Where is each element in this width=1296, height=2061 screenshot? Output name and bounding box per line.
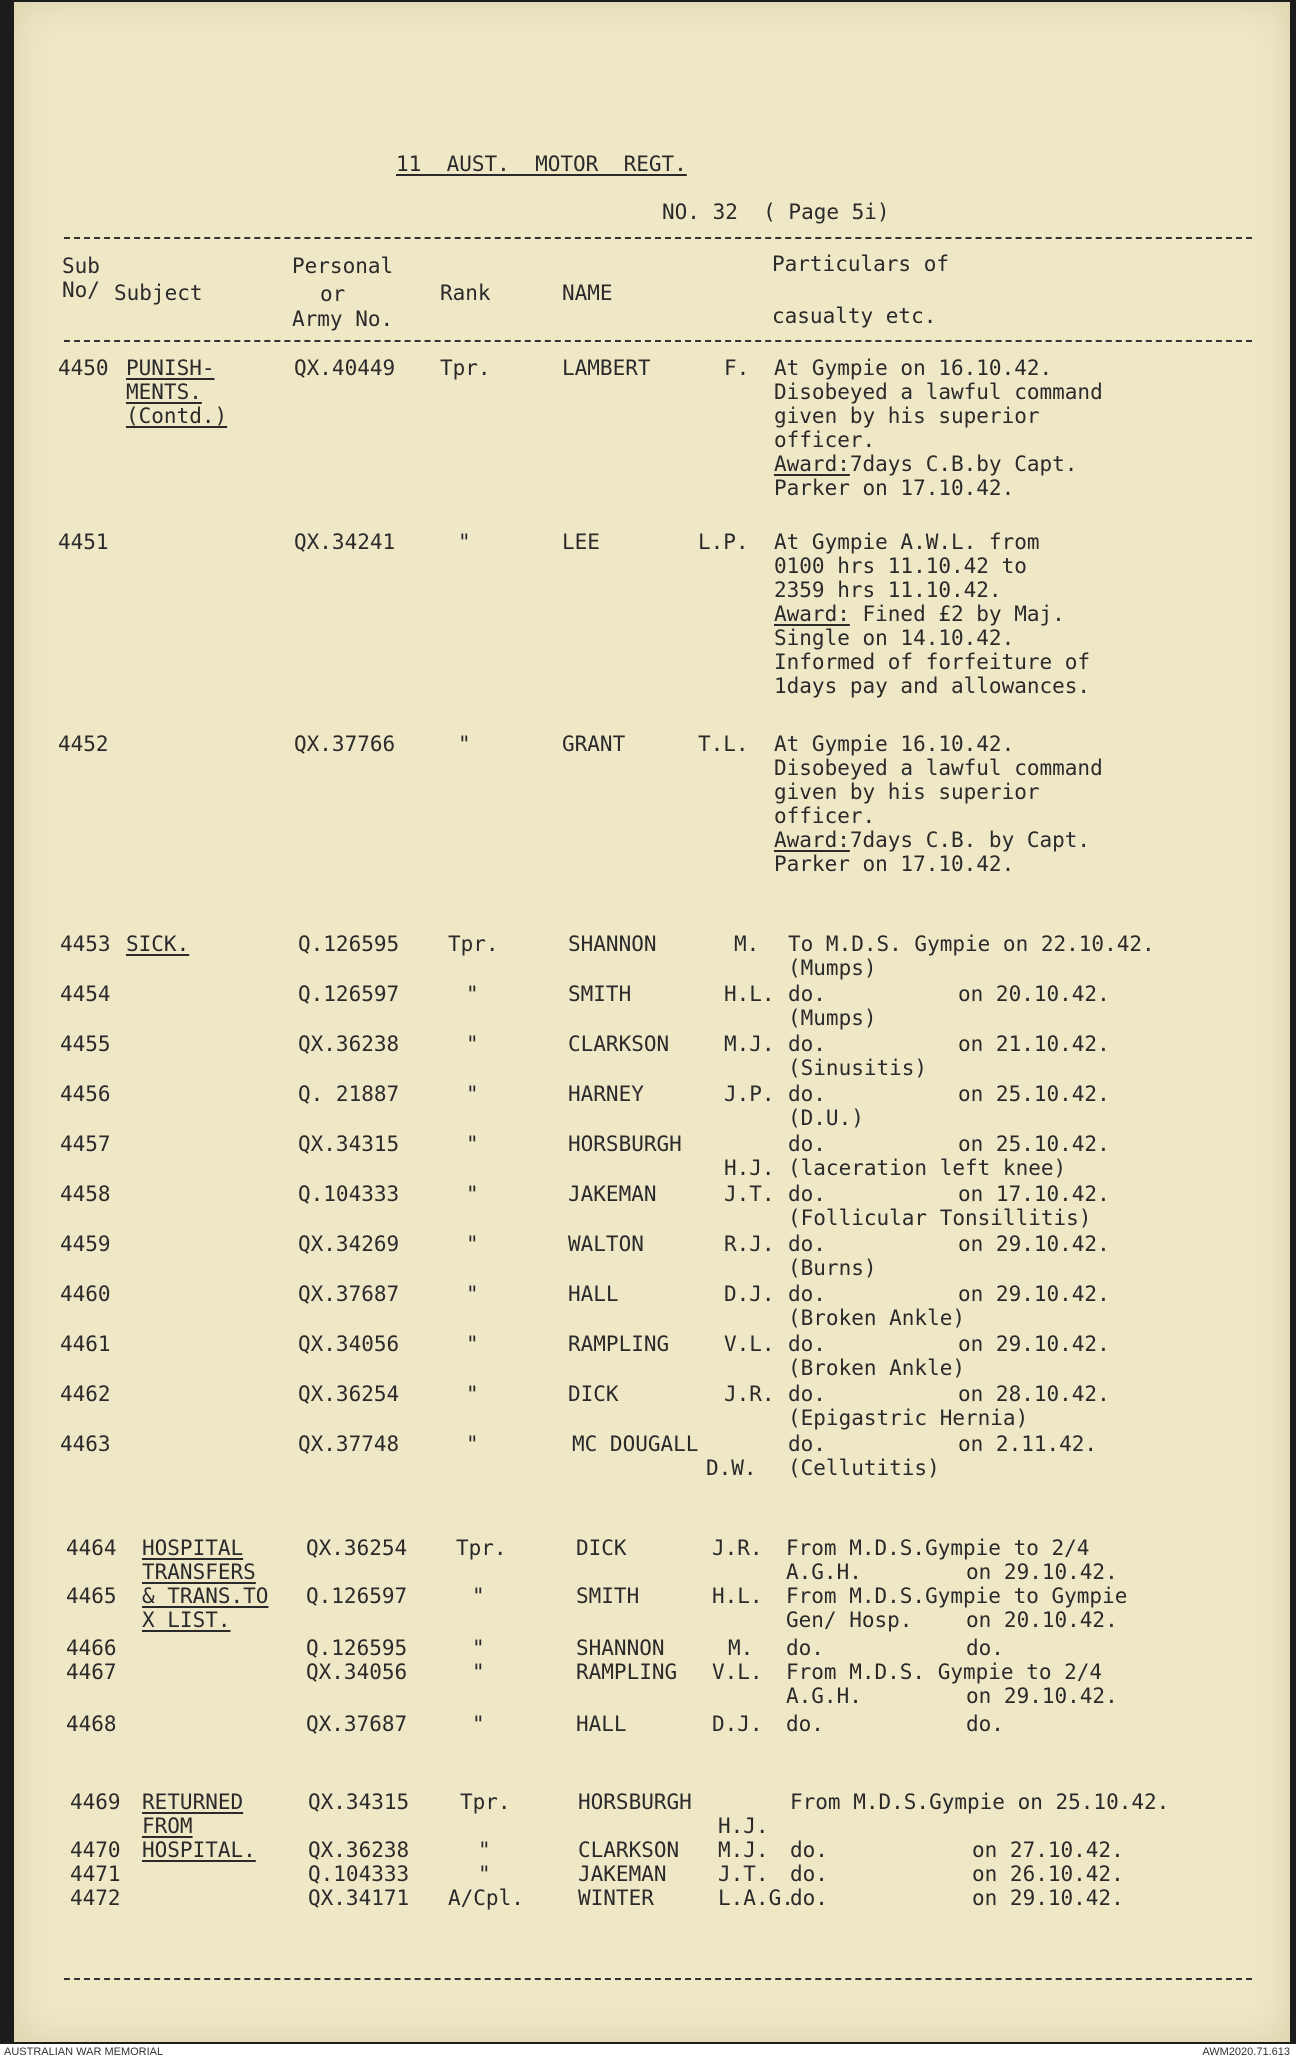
particulars-line: At Gympie 16.10.42.	[774, 732, 1015, 756]
initials: M.J.	[718, 1838, 769, 1862]
initials: R.J.	[724, 1232, 775, 1256]
sheet-number: NO. 32 ( Page 5i)	[662, 200, 890, 224]
particulars: do.	[788, 1332, 826, 1356]
surname: LAMBERT	[562, 356, 651, 380]
army-no: Q.126597	[306, 1584, 408, 1608]
date: on 2.11.42.	[958, 1432, 1098, 1456]
initials: H.J.	[724, 1156, 775, 1180]
rank: "	[466, 1382, 479, 1406]
col-subject: Subject	[114, 281, 203, 305]
diagnosis: (Cellutitis)	[788, 1456, 940, 1480]
rank: Tpr.	[440, 356, 491, 380]
initials: H.J.	[718, 1814, 769, 1838]
rank: "	[472, 1584, 485, 1608]
army-no: QX.37687	[306, 1712, 408, 1736]
particulars: From M.D.S.Gympie to 2/4	[786, 1536, 1090, 1560]
rank: Tpr.	[448, 932, 499, 956]
particulars-line: Gen/ Hosp.	[786, 1608, 913, 1632]
date: on 25.10.42.	[958, 1132, 1110, 1156]
particulars-line: Disobeyed a lawful command	[774, 756, 1103, 780]
entry-no: 4469	[70, 1790, 121, 1814]
entry-no: 4454	[60, 982, 111, 1006]
subject-line: X LIST.	[142, 1608, 231, 1632]
surname: HARNEY	[568, 1082, 644, 1106]
army-no: QX.36238	[298, 1032, 400, 1056]
rank: "	[458, 530, 471, 554]
entry-no: 4466	[66, 1636, 117, 1660]
col-rank: Rank	[440, 281, 491, 305]
army-no: Q.104333	[308, 1862, 410, 1886]
rank: "	[478, 1862, 491, 1886]
army-no: QX.34315	[308, 1790, 410, 1814]
particulars: do.	[790, 1838, 828, 1862]
award-line: Award:7days C.B.by Capt.	[774, 452, 1078, 476]
diagnosis: (Broken Ankle)	[788, 1306, 966, 1330]
surname: HALL	[576, 1712, 627, 1736]
date: on 29.10.42.	[972, 1886, 1124, 1910]
date: on 21.10.42.	[958, 1032, 1110, 1056]
particulars	[774, 732, 1103, 876]
date: do.	[966, 1712, 1004, 1736]
entry-no: 4458	[60, 1182, 111, 1206]
award-line: Award: Fined £2 by Maj.	[774, 602, 1065, 626]
entry-no: 4461	[60, 1332, 111, 1356]
particulars: do.	[790, 1886, 828, 1910]
rank: "	[466, 1432, 479, 1456]
particulars: do.	[788, 1232, 826, 1256]
army-no: QX.34241	[294, 530, 396, 554]
army-no: QX.34315	[298, 1132, 400, 1156]
award-label: Award:	[774, 452, 850, 476]
initials: M.	[728, 1636, 754, 1660]
date: on 27.10.42.	[972, 1838, 1124, 1862]
particulars-line: 2359 hrs 11.10.42.	[774, 578, 1002, 602]
rank: "	[472, 1712, 485, 1736]
entry-no: 4453	[60, 932, 111, 956]
initials: M.	[734, 932, 760, 956]
archive-footer	[0, 2044, 1296, 2061]
entry-no: 4465	[66, 1584, 117, 1608]
particulars-line: At Gympie on 16.10.42.	[774, 356, 1053, 380]
surname: DICK	[576, 1536, 627, 1560]
army-no: QX.36254	[306, 1536, 408, 1560]
entry-no: 4452	[58, 732, 109, 756]
subject-line: & TRANS.TO	[142, 1584, 269, 1608]
archive-reference: AWM2020.71.613	[1202, 2046, 1290, 2058]
header-top-rule	[64, 237, 1252, 239]
entry-no: 4457	[60, 1132, 111, 1156]
surname: JAKEMAN	[568, 1182, 657, 1206]
entry-no: 4463	[60, 1432, 111, 1456]
particulars-line: A.G.H.	[786, 1560, 862, 1584]
diagnosis: (laceration left knee)	[788, 1156, 1067, 1180]
initials: J.R.	[724, 1382, 775, 1406]
surname: SHANNON	[568, 932, 657, 956]
subject-line: TRANSFERS	[142, 1560, 256, 1584]
award-label: Award:	[774, 828, 850, 852]
particulars: do.	[788, 982, 826, 1006]
initials: H.L.	[724, 982, 775, 1006]
rank: "	[478, 1838, 491, 1862]
award-label: Award:	[774, 602, 850, 626]
subject-line: (Contd.)	[126, 404, 228, 428]
particulars: do.	[788, 1282, 826, 1306]
army-no: Q.126595	[298, 932, 400, 956]
surname: JAKEMAN	[578, 1862, 667, 1886]
initials: J.T.	[724, 1182, 775, 1206]
entry-no: 4456	[60, 1082, 111, 1106]
rank: "	[466, 1232, 479, 1256]
entry-no: 4460	[60, 1282, 111, 1306]
col-sub-no-2: No/	[62, 278, 100, 302]
surname: SMITH	[568, 982, 632, 1006]
col-particulars-2: casualty etc.	[772, 304, 937, 328]
diagnosis: (Sinusitis)	[788, 1056, 928, 1080]
col-personal-1: Personal	[292, 254, 394, 278]
entry-no: 4468	[66, 1712, 117, 1736]
particulars	[774, 356, 1103, 500]
particulars-line: Parker on 17.10.42.	[774, 852, 1015, 876]
surname: RAMPLING	[576, 1660, 678, 1684]
army-no: Q. 21887	[298, 1082, 400, 1106]
initials: D.J.	[724, 1282, 775, 1306]
particulars: From M.D.S.Gympie to Gympie	[786, 1584, 1128, 1608]
rank: A/Cpl.	[448, 1886, 524, 1910]
initials: V.L.	[724, 1332, 775, 1356]
rank: "	[466, 982, 479, 1006]
particulars: do.	[786, 1636, 824, 1660]
army-no: Q.126595	[306, 1636, 408, 1660]
subject-line: PUNISH-	[126, 356, 215, 380]
diagnosis: (Mumps)	[788, 1006, 877, 1030]
particulars-line: Single on 14.10.42.	[774, 626, 1015, 650]
rank: "	[466, 1132, 479, 1156]
army-no: QX.40449	[294, 356, 396, 380]
rank: "	[458, 732, 471, 756]
entry-no: 4471	[70, 1862, 121, 1886]
army-no: QX.36254	[298, 1382, 400, 1406]
surname: SHANNON	[576, 1636, 665, 1660]
rank: Tpr.	[460, 1790, 511, 1814]
surname: GRANT	[562, 732, 626, 756]
particulars-line: officer.	[774, 804, 876, 828]
date: on 29.10.42.	[958, 1282, 1110, 1306]
particulars: do.	[788, 1382, 826, 1406]
particulars-line: Informed of forfeiture of	[774, 650, 1091, 674]
col-sub-no-1: Sub	[62, 254, 100, 278]
header-bottom-rule	[64, 340, 1252, 342]
subject-line: HOSPITAL	[142, 1536, 244, 1560]
surname: HORSBURGH	[578, 1790, 692, 1814]
entry-no: 4467	[66, 1660, 117, 1684]
particulars: do.	[788, 1182, 826, 1206]
surname: CLARKSON	[568, 1032, 670, 1056]
date: on 28.10.42.	[958, 1382, 1110, 1406]
particulars-line: given by his superior	[774, 780, 1040, 804]
army-no: QX.34171	[308, 1886, 410, 1910]
subject-hospital-transfers	[142, 1536, 268, 1632]
initials: F.	[724, 356, 750, 380]
date: on 29.10.42.	[966, 1684, 1118, 1708]
initials: D.J.	[712, 1712, 763, 1736]
entry-no: 4464	[66, 1536, 117, 1560]
entry-no: 4451	[58, 530, 109, 554]
entry-no: 4470	[70, 1838, 121, 1862]
rank: "	[466, 1182, 479, 1206]
diagnosis: (Broken Ankle)	[788, 1356, 966, 1380]
diagnosis: (Follicular Tonsillitis)	[788, 1206, 1092, 1230]
date: on 17.10.42.	[958, 1182, 1110, 1206]
closing-rule	[64, 1978, 1252, 1980]
particulars: do.	[788, 1132, 826, 1156]
date: on 26.10.42.	[972, 1862, 1124, 1886]
entry-no: 4472	[70, 1886, 121, 1910]
rank: "	[466, 1332, 479, 1356]
diagnosis: (D.U.)	[788, 1106, 864, 1130]
army-no: QX.37766	[294, 732, 396, 756]
particulars-line: A.G.H.	[786, 1684, 862, 1708]
col-particulars-1: Particulars of	[772, 252, 950, 276]
award-line: Award:7days C.B. by Capt.	[774, 828, 1091, 852]
date: on 25.10.42.	[958, 1082, 1110, 1106]
surname: HORSBURGH	[568, 1132, 682, 1156]
surname: DICK	[568, 1382, 619, 1406]
archive-name: AUSTRALIAN WAR MEMORIAL	[4, 2046, 164, 2058]
surname: MC DOUGALL	[572, 1432, 699, 1456]
particulars: do.	[788, 1432, 826, 1456]
particulars: To M.D.S. Gympie on 22.10.42.	[788, 932, 1155, 956]
subject-punishments	[126, 356, 227, 428]
army-no: QX.34056	[298, 1332, 400, 1356]
army-no: QX.36238	[308, 1838, 410, 1862]
particulars-line: officer.	[774, 428, 876, 452]
army-no: QX.37687	[298, 1282, 400, 1306]
army-no: QX.37748	[298, 1432, 400, 1456]
subject-line: HOSPITAL.	[142, 1838, 256, 1862]
date: do.	[966, 1636, 1004, 1660]
subject-returned-from-hospital	[142, 1790, 256, 1862]
particulars: do.	[786, 1712, 824, 1736]
particulars-line: given by his superior	[774, 404, 1040, 428]
particulars: do.	[788, 1032, 826, 1056]
surname: CLARKSON	[578, 1838, 680, 1862]
date: on 20.10.42.	[966, 1608, 1118, 1632]
unit-title: 11 AUST. MOTOR REGT.	[396, 152, 687, 176]
col-name: NAME	[562, 281, 613, 305]
initials: H.L.	[712, 1584, 763, 1608]
initials: J.T.	[718, 1862, 769, 1886]
particulars	[774, 530, 1090, 698]
particulars: do.	[790, 1862, 828, 1886]
initials: L.P.	[698, 530, 749, 554]
subject-sick: SICK.	[126, 932, 190, 956]
rank: Tpr.	[456, 1536, 507, 1560]
entry-no: 4462	[60, 1382, 111, 1406]
entry-no: 4459	[60, 1232, 111, 1256]
particulars: do.	[788, 1082, 826, 1106]
particulars-line: At Gympie A.W.L. from	[774, 530, 1040, 554]
initials: M.J.	[724, 1032, 775, 1056]
subject-line: MENTS.	[126, 380, 202, 404]
diagnosis: (Mumps)	[788, 956, 877, 980]
initials: T.L.	[698, 732, 749, 756]
particulars-line: Parker on 17.10.42.	[774, 476, 1015, 500]
surname: WALTON	[568, 1232, 644, 1256]
rank: "	[466, 1032, 479, 1056]
entry-no: 4455	[60, 1032, 111, 1056]
surname: SMITH	[576, 1584, 640, 1608]
initials: V.L.	[712, 1660, 763, 1684]
subject-line: RETURNED	[142, 1790, 244, 1814]
particulars-line: 1days pay and allowances.	[774, 674, 1091, 698]
particulars-line: 0100 hrs 11.10.42 to	[774, 554, 1027, 578]
col-personal-2: or	[320, 282, 346, 306]
entry-no: 4450	[58, 356, 109, 380]
army-no: Q.104333	[298, 1182, 400, 1206]
rank: "	[472, 1636, 485, 1660]
date: on 29.10.42.	[966, 1560, 1118, 1584]
particulars: From M.D.S. Gympie to 2/4	[786, 1660, 1103, 1684]
rank: "	[466, 1282, 479, 1306]
surname: WINTER	[578, 1886, 654, 1910]
surname: HALL	[568, 1282, 619, 1306]
diagnosis: (Epigastric Hernia)	[788, 1406, 1029, 1430]
rank: "	[472, 1660, 485, 1684]
surname: LEE	[562, 530, 600, 554]
initials: J.P.	[724, 1082, 775, 1106]
date: on 29.10.42.	[958, 1332, 1110, 1356]
initials: D.W.	[706, 1456, 757, 1480]
initials: L.A.G.	[718, 1886, 794, 1910]
particulars-line: Disobeyed a lawful command	[774, 380, 1103, 404]
army-no: Q.126597	[298, 982, 400, 1006]
army-no: QX.34269	[298, 1232, 400, 1256]
date: on 20.10.42.	[958, 982, 1110, 1006]
particulars: From M.D.S.Gympie on 25.10.42.	[790, 1790, 1170, 1814]
col-personal-3: Army No.	[292, 307, 394, 331]
subject-line: FROM	[142, 1814, 193, 1838]
date: on 29.10.42.	[958, 1232, 1110, 1256]
initials: J.R.	[712, 1536, 763, 1560]
diagnosis: (Burns)	[788, 1256, 877, 1280]
rank: "	[466, 1082, 479, 1106]
surname: RAMPLING	[568, 1332, 670, 1356]
army-no: QX.34056	[306, 1660, 408, 1684]
